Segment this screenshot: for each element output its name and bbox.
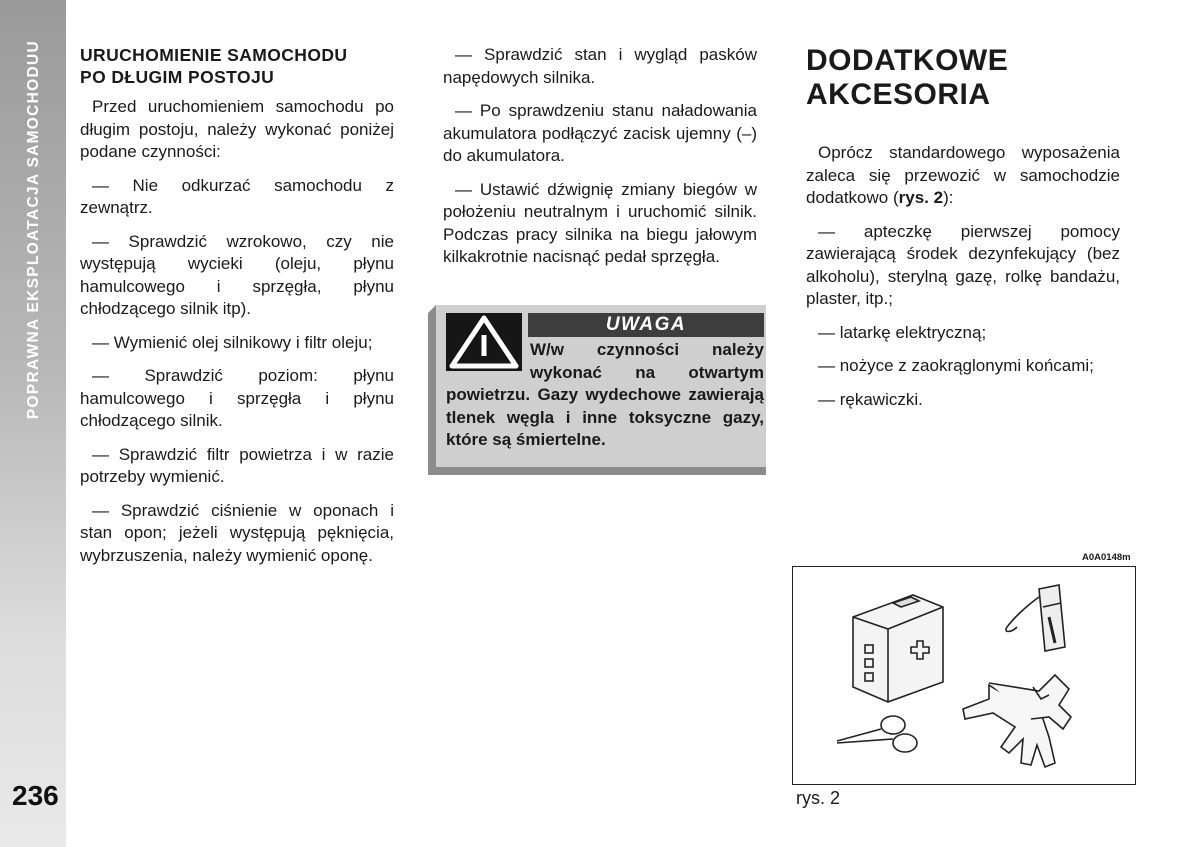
figure-code: A0A0148m <box>1082 552 1131 563</box>
intro-end: ): <box>943 188 954 207</box>
section-heading <box>80 44 394 88</box>
heading-line-1: DODATKOWE <box>806 44 1009 77</box>
list-item: — latarkę elektryczną; <box>818 322 987 342</box>
warning-text-block <box>446 339 764 452</box>
heading-line-1: URUCHOMIENIE SAMOCHODU <box>80 45 348 65</box>
warning-panel <box>436 305 766 467</box>
first-aid-kit-icon <box>853 595 943 702</box>
heading-line-2: AKCESORIA <box>806 78 991 111</box>
figure-ref: rys. 2 <box>898 188 944 207</box>
section-heading-large <box>806 44 1120 112</box>
column-1 <box>80 44 394 578</box>
list-item: — Sprawdzić ciśnienie w oponach i stan opon; jeżeli występują pęknięcia, wybrzuszenia, należy wymienić oponę. <box>80 500 394 565</box>
list-item: — Sprawdzić wzrokowo, czy nie występują wycieki (oleju, płynu hamulcowego i sprzęgła, płynu chłodzącego silnik itp). <box>80 231 394 318</box>
flashlight-icon <box>1006 585 1065 651</box>
figure-accessories <box>792 566 1136 785</box>
list-item: — Sprawdzić stan i wygląd pasków napędowych silnika. <box>443 45 757 87</box>
list-item: — nożyce z zaokrąglonymi końcami; <box>818 356 1094 375</box>
list-item: — Ustawić dźwignię zmiany biegów w położeniu neutralnym i uruchomić silnik. Podczas pracy silnika na biegu jałowym kilkakrotnie nacisnąć pedał sprzęgła. <box>443 179 757 266</box>
gloves-icon <box>963 675 1071 767</box>
list-item: — apteczkę pierwszej pomocy zawierającą środek dezynfekujący (bez alkoholu), sterylną gazę, rolkę bandażu, plaster, itp.; <box>806 221 1120 308</box>
page-number: 236 <box>12 780 59 811</box>
intro-text: Oprócz standardowego wyposażenia zaleca się przewozić w samochodzie dodatkowo <box>806 143 1120 207</box>
column-2 <box>443 44 757 280</box>
list-item: — Sprawdzić filtr powietrza i w razie potrzeby wymienić. <box>80 444 394 486</box>
column-3 <box>806 44 1120 422</box>
warning-box <box>428 305 766 475</box>
list-item: — Nie odkurzać samochodu z zewnątrz. <box>80 175 394 217</box>
sidebar-band <box>0 0 66 847</box>
list-item: — Sprawdzić poziom: płynu hamulcowego i sprzęgła i płynu chłodzącego silnik. <box>80 366 394 430</box>
list-item: — Wymienić olej silnikowy i filtr oleju; <box>92 332 373 352</box>
heading-line-2: PO DŁUGIM POSTOJU <box>80 67 275 87</box>
list-item: — Po sprawdzeniu stanu naładowania akumulatora podłączyć zacisk ujemny (–) do akumulatora. <box>443 101 757 165</box>
figure-caption: rys. 2 <box>796 788 841 808</box>
warning-text: W/w czynności należy wykonać na otwartym powietrzu. Gazy wydechowe zawierają tlenek węgla i inne toksyczne gazy, które są śmiertelne. <box>446 340 764 449</box>
paragraph: Przed uruchomieniem samochodu po długim postoju, należy wykonać poniżej podane czynności: <box>80 97 394 161</box>
sidebar-title: POPRAWNA EKSPLOATACJA SAMOCHODUU <box>25 40 42 420</box>
list-item: — rękawiczki. <box>818 389 923 409</box>
warning-title: UWAGA <box>528 313 764 337</box>
scissors-icon <box>837 716 917 752</box>
paragraph: Oprócz standardowego wyposażenia zaleca się przewozić w samochodzie dodatkowo (rys. 2): <box>806 143 1120 207</box>
